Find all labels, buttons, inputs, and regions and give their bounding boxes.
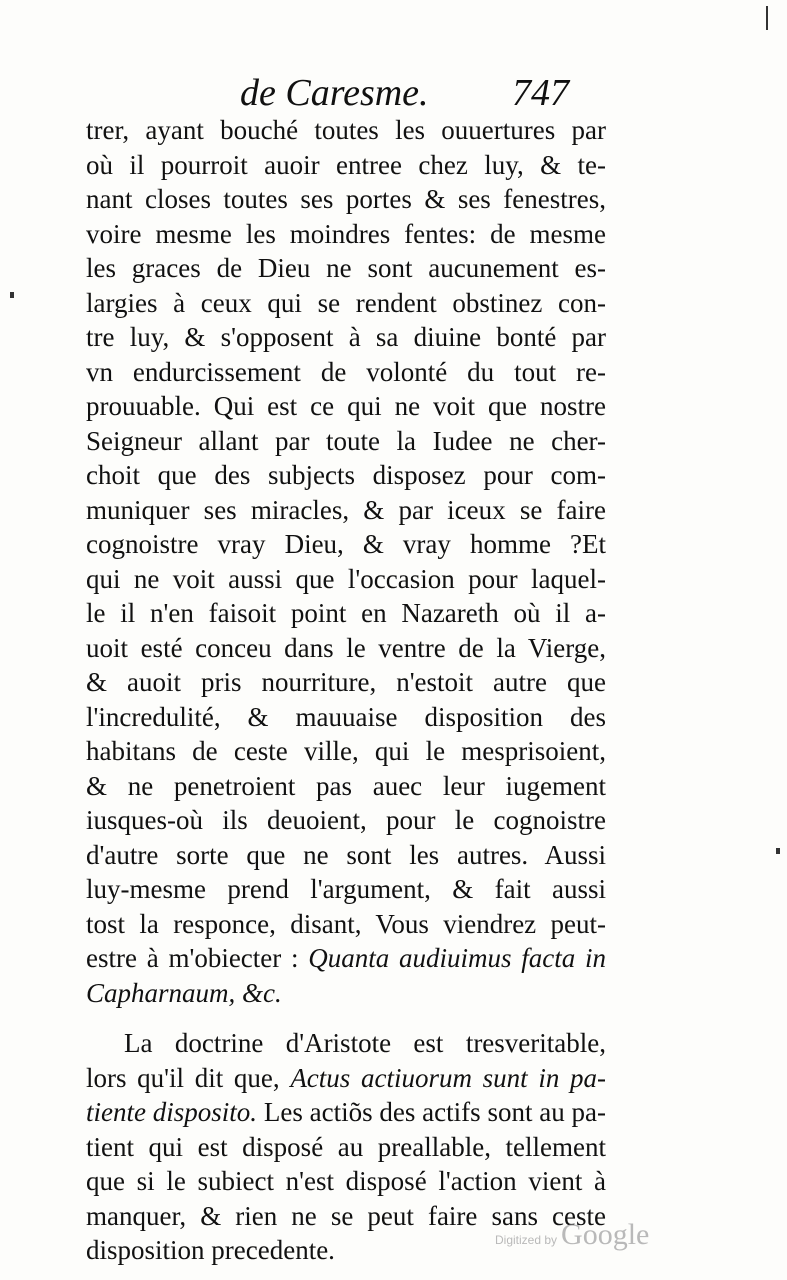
text-line: manquer, & rien ne se peut faire sans ceste [86, 1200, 606, 1231]
text-line: vn endurcissement de volonté du tout re- [86, 356, 606, 387]
text-line: largies à ceux qui se rendent obstinez con- [86, 287, 606, 318]
latin-quote: Quanta audiuimus facta in [308, 943, 607, 973]
text-line: Seigneur allant par toute la Iudee ne cher- [86, 425, 606, 456]
text-line: qui ne voit aussi que l'occasion pour laquel- [86, 563, 606, 594]
text-line: La doctrine d'Aristote est tresveritable, [124, 1028, 606, 1058]
text-line: le il n'en faisoit point en Nazareth où il a- [86, 598, 606, 628]
latin-quote: Actus actiuorum sunt in pa- [290, 1062, 606, 1093]
text-line: uoit esté conceu dans le ventre de la Vierge, [86, 632, 606, 663]
watermark-google-logo: Google [561, 1218, 650, 1251]
watermark-digitized-by: Digitized by [495, 1233, 558, 1247]
text-line [86, 941, 606, 976]
body-text [86, 113, 606, 1268]
margin-speck [776, 848, 780, 854]
text-roman: estre à m'obiecter : [86, 943, 309, 973]
text-roman: lors qu'il dit que, [86, 1062, 291, 1093]
paragraph-gap [86, 1010, 606, 1026]
text-line [86, 1095, 606, 1130]
page-edge-mark [766, 6, 780, 30]
text-roman: Les actiõs des actifs sont au pa- [257, 1097, 607, 1127]
text-line: tost la responce, disant, Vous viendrez peut- [86, 908, 606, 939]
text-line: les graces de Dieu ne sont aucunement es- [86, 253, 606, 283]
google-watermark [495, 1218, 649, 1254]
text-line: habitans de ceste ville, qui le mesprisoient, [86, 736, 606, 766]
page-number: 747 [512, 72, 569, 114]
text-line: & ne penetroient pas auec leur iugement [86, 770, 606, 801]
text-line: d'autre sorte que ne sont les autres. Aussi [86, 839, 606, 870]
latin-quote: Capharnaum, &c. [86, 977, 282, 1008]
text-line: que si le subiect n'est disposé l'action vient à [86, 1166, 606, 1196]
margin-speck [10, 292, 14, 298]
text-line: prouuable. Qui est ce qui ne voit que nostre [86, 391, 606, 421]
text-line [86, 976, 606, 1011]
text-line: trer, ayant bouché toutes les ouuertures par [86, 115, 606, 145]
text-line: choit que des subjects disposez pour com- [86, 460, 606, 490]
text-line: voire mesme les moindres fentes: de mesme [86, 218, 606, 249]
text-line: luy-mesme prend l'argument, & fait aussi [86, 874, 606, 904]
text-line: tient qui est disposé au preallable, tellement [86, 1131, 606, 1162]
text-line: cognoistre vray Dieu, & vray homme ?Et [86, 529, 606, 559]
text-line: l'incredulité, & mauuaise disposition des [86, 701, 606, 732]
text-line: disposition precedente. [86, 1235, 335, 1265]
text-line: où il pourroit auoir entree chez luy, & te- [86, 149, 606, 180]
text-line [86, 1061, 606, 1096]
text-line: muniquer ses miracles, & par iceux se faire [86, 494, 606, 525]
page-header [240, 68, 590, 118]
running-title: de Caresme. [240, 72, 429, 114]
text-line: & auoit pris nourriture, n'estoit autre que [86, 667, 606, 697]
text-line: iusques-où ils deuoient, pour le cognoistre [86, 805, 606, 835]
text-line: tre luy, & s'opposent à sa diuine bonté par [86, 322, 606, 352]
text-line: nant closes toutes ses portes & ses fenestres, [86, 184, 606, 214]
latin-quote: tiente disposito. [86, 1097, 258, 1127]
